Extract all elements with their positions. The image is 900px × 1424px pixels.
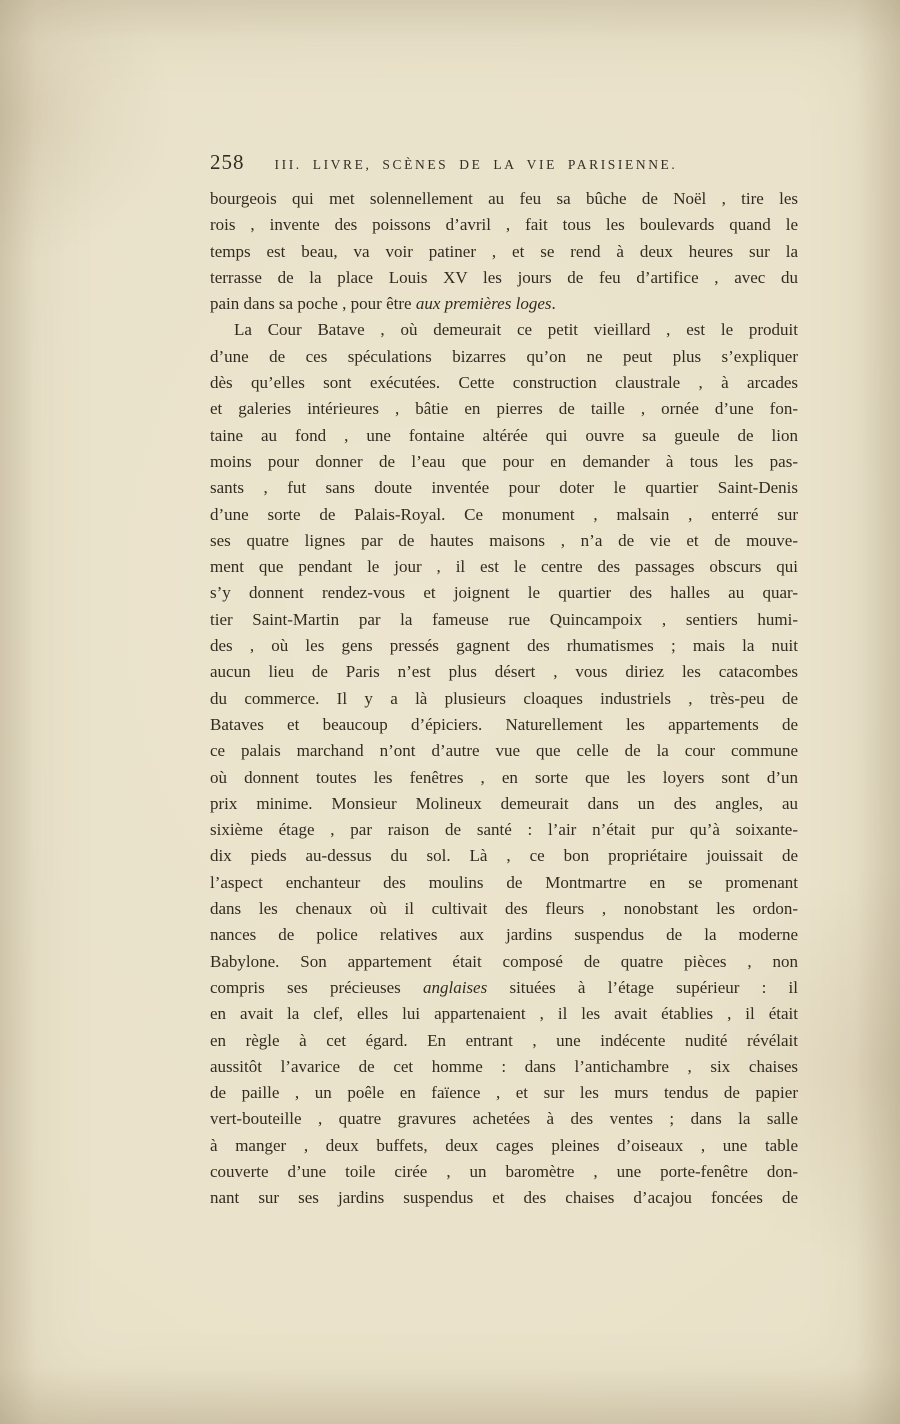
- text-segment: des , où les gens pressés gagnent des rhumatismes ; mais la nuit: [210, 636, 798, 656]
- text-segment: temps est beau, va voir patiner , et se rend à deux heures sur la: [210, 241, 798, 261]
- text-segment: compris ses précieuses: [210, 977, 423, 997]
- text-line: [210, 239, 798, 265]
- text-segment: ment que pendant le jour , il est le centre des passages obscurs qui: [210, 557, 798, 577]
- italic-text: aux premières loges: [415, 294, 552, 314]
- text-segment: et galeries intérieures , bâtie en pierres de taille , ornée d’une fon-: [210, 399, 798, 419]
- text-line: [210, 817, 798, 843]
- text-line: [210, 896, 798, 922]
- text-line: [210, 949, 798, 975]
- text-segment: pain dans sa poche , pour être: [210, 294, 416, 314]
- text-segment: terrasse de la place Louis XV les jours de feu d’artifice , avec du: [210, 267, 798, 287]
- text-block: [210, 150, 798, 1212]
- text-line: [210, 396, 798, 422]
- text-line: [210, 1028, 798, 1054]
- text-line: [210, 1133, 798, 1159]
- text-line: [210, 765, 798, 791]
- text-line: [210, 1080, 798, 1106]
- text-segment: couverte d’une toile cirée , un baromètre , une porte-fenêtre don-: [210, 1161, 798, 1181]
- text-segment: à manger , deux buffets, deux cages pleines d’oiseaux , une table: [210, 1135, 798, 1155]
- text-line: [210, 528, 798, 554]
- text-line: [210, 922, 798, 948]
- text-line: [210, 317, 798, 343]
- text-line: [210, 580, 798, 606]
- text-segment: sixième étage , par raison de santé : l’air n’était pur qu’à soixante-: [210, 820, 798, 840]
- text-line: [210, 502, 798, 528]
- text-segment: sants , fut sans doute inventée pour doter le quartier Saint-Denis: [210, 478, 798, 498]
- text-segment: d’une de ces spéculations bizarres qu’on ne peut plus s’expliquer: [210, 346, 798, 366]
- text-segment: rois , invente des poissons d’avril , fait tous les boulevards quand le: [210, 215, 798, 235]
- page-number: 258: [210, 150, 245, 174]
- text-line: [210, 738, 798, 764]
- text-segment: vert-bouteille , quatre gravures achetées à des ventes ; dans la salle: [210, 1109, 798, 1129]
- text-line: [210, 344, 798, 370]
- text-line: [210, 791, 798, 817]
- text-line: [210, 633, 798, 659]
- text-segment: prix minime. Monsieur Molineux demeurait dans un des angles, au: [210, 793, 798, 813]
- text-line: [210, 370, 798, 396]
- text-line: [210, 1001, 798, 1027]
- body-text: [210, 186, 798, 1212]
- text-segment: aussitôt l’avarice de cet homme : dans l’antichambre , six chaises: [210, 1056, 798, 1076]
- text-segment: l’aspect enchanteur des moulins de Montmartre en se promenant: [210, 872, 798, 892]
- text-line: [210, 265, 798, 291]
- text-line: [210, 186, 798, 212]
- text-segment: dix pieds au-dessus du sol. Là , ce bon propriétaire jouissait de: [210, 846, 798, 866]
- text-line: [210, 686, 798, 712]
- text-line: [210, 554, 798, 580]
- text-line: [210, 1106, 798, 1132]
- paragraph: [210, 186, 798, 317]
- text-segment: ce palais marchand n’ont d’autre vue que celle de la cour commune: [210, 741, 798, 761]
- text-segment: dans les chenaux où il cultivait des fleurs , nonobstant les ordon-: [210, 899, 798, 919]
- page-header: [210, 150, 798, 175]
- paragraph: [210, 317, 798, 1211]
- text-segment: en avait la clef, elles lui appartenaient , il les avait établies , il était: [210, 1004, 798, 1024]
- text-line: [210, 1054, 798, 1080]
- text-segment: de paille , un poêle en faïence , et sur les murs tendus de papier: [210, 1083, 798, 1103]
- text-line: [210, 212, 798, 238]
- text-line: [210, 843, 798, 869]
- text-segment: situées à l’étage supérieur : il: [487, 977, 798, 997]
- text-segment: tier Saint-Martin par la fameuse rue Quincampoix , sentiers humi-: [210, 609, 798, 629]
- text-segment: taine au fond , une fontaine altérée qui ouvre sa gueule de lion: [210, 425, 798, 445]
- text-line: [210, 475, 798, 501]
- text-line: [210, 423, 798, 449]
- text-line: [210, 975, 798, 1001]
- text-segment: en règle à cet égard. En entrant , une indécente nudité révélait: [210, 1030, 798, 1050]
- text-segment: s’y donnent rendez-vous et joignent le quartier des halles au quar-: [210, 583, 798, 603]
- text-line: [210, 870, 798, 896]
- text-segment: Babylone. Son appartement était composé de quatre pièces , non: [210, 951, 798, 971]
- text-segment: ses quatre lignes par de hautes maisons , n’a de vie et de mouve-: [210, 530, 798, 550]
- text-segment: La Cour Batave , où demeurait ce petit vieillard , est le produit: [234, 320, 798, 340]
- text-segment: où donnent toutes les fenêtres , en sorte que les loyers sont d’un: [210, 767, 798, 787]
- text-line: [210, 712, 798, 738]
- running-title: III. LIVRE, SCÈNES DE LA VIE PARISIENNE.: [274, 157, 678, 172]
- text-line: [210, 659, 798, 685]
- text-line: [210, 291, 798, 317]
- text-segment: bourgeois qui met solennellement au feu sa bûche de Noël , tire les: [210, 189, 798, 208]
- text-segment: moins pour donner de l’eau que pour en demander à tous les pas-: [210, 451, 798, 471]
- text-segment: nances de police relatives aux jardins suspendus de la moderne: [210, 925, 798, 945]
- text-line: [210, 607, 798, 633]
- italic-text: anglaises: [423, 977, 488, 997]
- text-line: [210, 1159, 798, 1185]
- text-segment: aucun lieu de Paris n’est plus désert , vous diriez les catacombes: [210, 662, 798, 682]
- text-segment: dès qu’elles sont exécutées. Cette construction claustrale , à arcades: [210, 373, 798, 393]
- text-segment: Bataves et beaucoup d’épiciers. Naturellement les appartements de: [210, 714, 798, 734]
- text-line: [210, 449, 798, 475]
- text-segment: .: [551, 294, 556, 314]
- text-segment: d’une sorte de Palais-Royal. Ce monument , malsain , enterré sur: [210, 504, 798, 524]
- text-line: [210, 1185, 798, 1211]
- text-segment: nant sur ses jardins suspendus et des chaises d’acajou foncées de: [210, 1188, 798, 1208]
- text-segment: du commerce. Il y a là plusieurs cloaques industriels , très-peu de: [210, 688, 798, 708]
